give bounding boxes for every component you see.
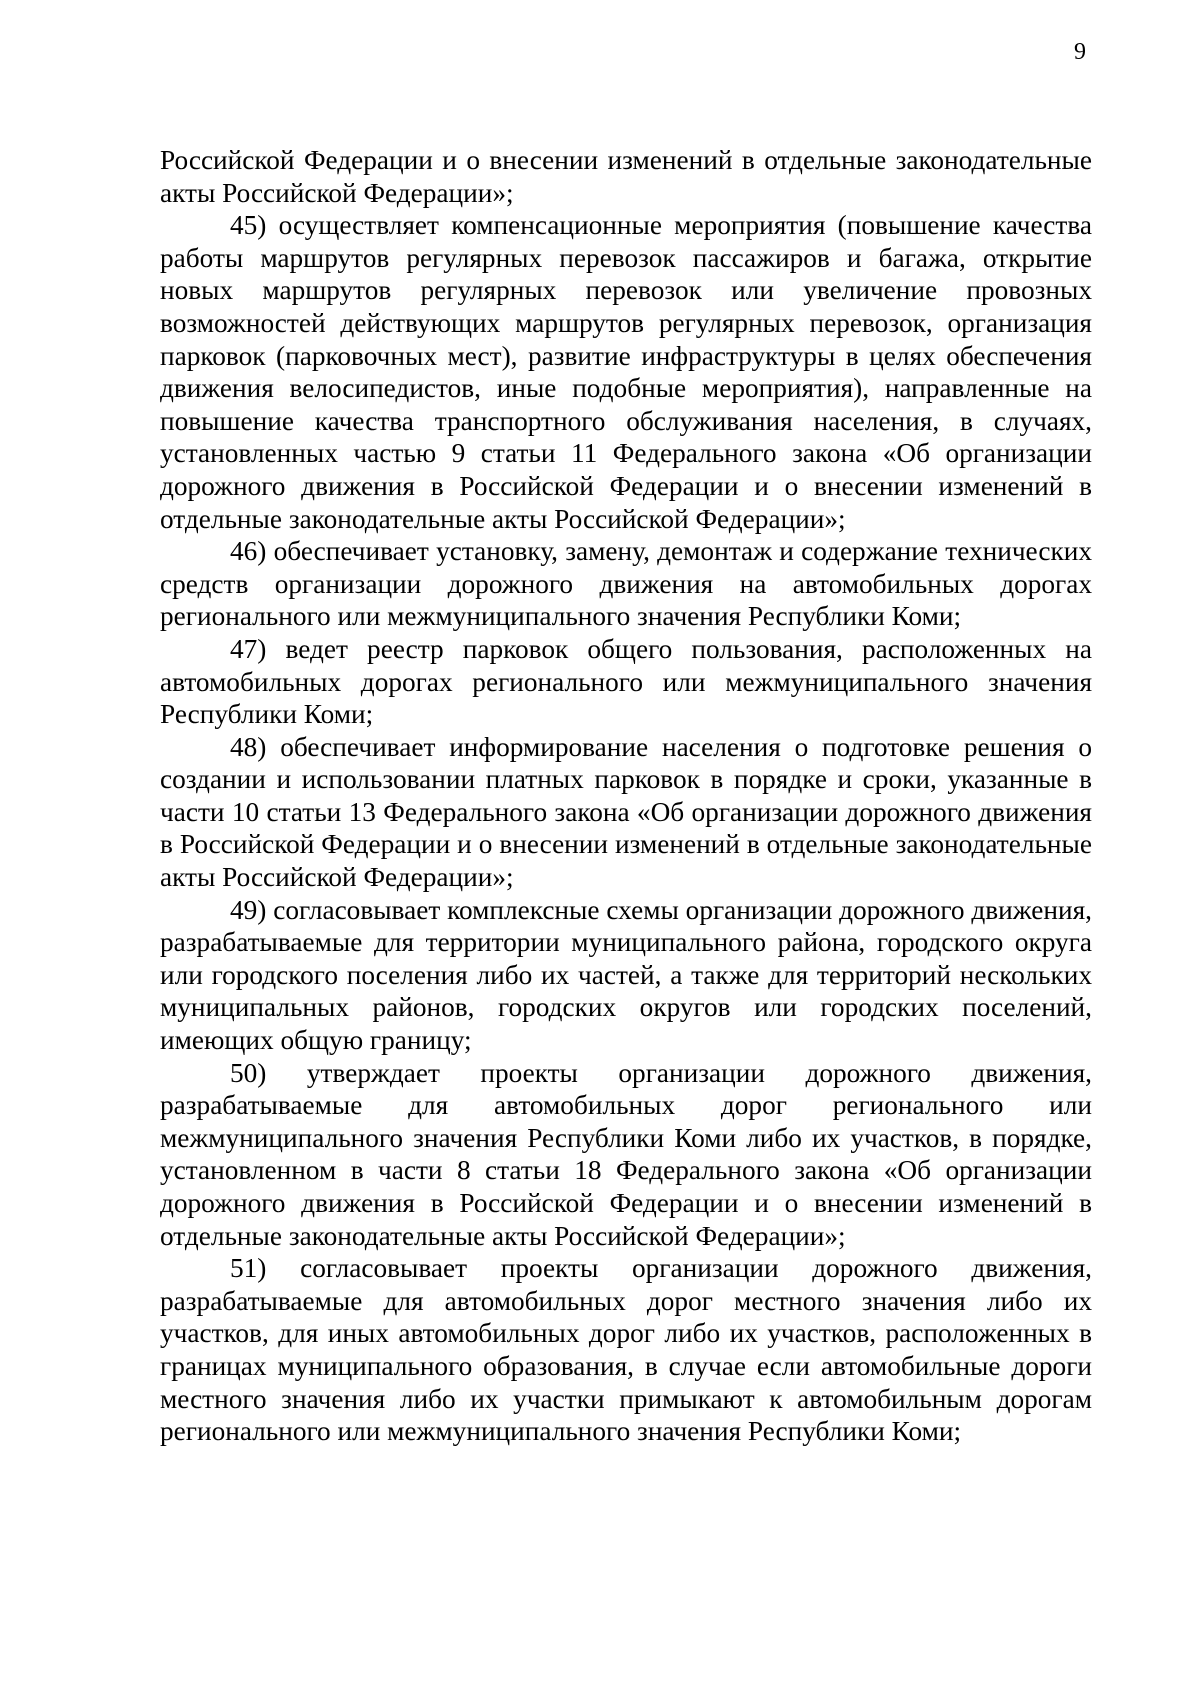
- paragraph-item-46: 46) обеспечивает установку, замену, демонтаж и содержание технических средств организации дорожного движения на автомобильных дорогах регионального или межмуниципального значения Республики Коми;: [160, 536, 1092, 632]
- document-body: [160, 144, 1092, 1448]
- paragraph-item-47: 47) ведет реестр парковок общего пользования, расположенных на автомобильных дорогах регионального или межмуниципального значения Республики Коми;: [160, 633, 1092, 730]
- page-number: 9: [1074, 39, 1086, 65]
- paragraph-continuation: Российской Федерации и о внесении изменений в отдельные законодательные акты Российской Федерации»;: [160, 145, 1092, 208]
- paragraph-item-49: 49) согласовывает комплексные схемы организации дорожного движения, разрабатываемые для территории муниципального района, городского округа или городского поселения либо их частей, а также для территорий нескольких муниципальных районов, городских округов или городских поселений, имеющих общую границу;: [160, 894, 1092, 1056]
- paragraph-item-51: 51) согласовывает проекты организации дорожного движения, разрабатываемые для автомобильных дорог местного значения либо их участков, для иных автомобильных дорог либо их участков, расположенных в границах муниципального образования, в случае если автомобильные дороги местного значения либо их участки примыкают к автомобильным дорогам регионального или межмуниципального значения Республики Коми;: [160, 1253, 1092, 1447]
- paragraph-item-50: 50) утверждает проекты организации дорожного движения, разрабатываемые для автомобильных дорог регионального или межмуниципального значения Республики Коми либо их участков, в порядке, установленном в части 8 статьи 18 Федерального закона «Об организации дорожного движения в Российской Федерации и о внесении изменений в отдельные законодательные акты Российской Федерации»;: [160, 1057, 1092, 1251]
- paragraph-item-48: 48) обеспечивает информирование населения о подготовке решения о создании и использовании платных парковок в порядке и сроки, указанные в части 10 статьи 13 Федерального закона «Об организации дорожного движения в Российской Федерации и о внесении изменений в отдельные законодательные акты Российской Федерации»;: [160, 731, 1092, 893]
- paragraph-item-45: 45) осуществляет компенсационные мероприятия (повышение качества работы маршрутов регулярных перевозок пассажиров и багажа, открытие новых маршрутов регулярных перевозок или увеличение провозных возможностей действующих маршрутов регулярных перевозок, организация парковок (парковочных мест), развитие инфраструктуры в целях обеспечения движения велосипедистов, иные подобные мероприятия), направленные на повышение качества транспортного обслуживания населения, в случаях, установленных частью 9 статьи 11 Федерального закона «Об организации дорожного движения в Российской Федерации и о внесении изменений в отдельные законодательные акты Российской Федерации»;: [160, 210, 1092, 534]
